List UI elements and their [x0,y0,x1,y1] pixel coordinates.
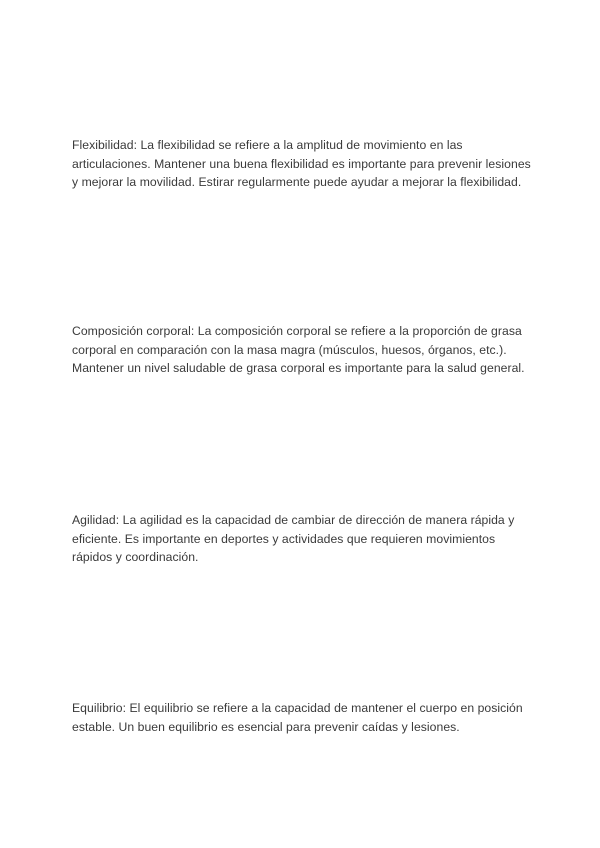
paragraph-equilibrio [72,699,528,736]
paragraph-line: Composición corporal: La composición corporal se refiere a la proporción de grasa [72,324,522,338]
paragraph-line: Mantener un nivel saludable de grasa corporal es importante para la salud general. [72,361,525,375]
paragraph-line: y mejorar la movilidad. Estirar regularmente puede ayudar a mejorar la flexibilidad. [72,175,522,189]
paragraph-line: articulaciones. Mantener una buena flexibilidad es importante para prevenir lesiones [72,156,531,171]
paragraph-flexibilidad [72,136,531,192]
paragraph-composicion-corporal [72,322,528,378]
paragraph-line: Flexibilidad: La flexibilidad se refiere a la amplitud de movimiento en las [72,138,463,152]
paragraph-line: Agilidad: La agilidad es la capacidad de cambiar de dirección de manera rápida y [72,513,515,527]
paragraph-line: Equilibrio: El equilibrio se refiere a la capacidad de mantener el cuerpo en posición [72,701,523,715]
paragraph-line: estable. Un buen equilibrio es esencial para prevenir caídas y lesiones. [72,719,460,734]
paragraph-agilidad [72,511,528,567]
paragraph-line: corporal en comparación con la masa magra (músculos, huesos, órganos, etc.). [72,342,507,357]
paragraph-line: eficiente. Es importante en deportes y actividades que requieren movimientos [72,531,496,546]
paragraph-line: rápidos y coordinación. [72,550,199,564]
